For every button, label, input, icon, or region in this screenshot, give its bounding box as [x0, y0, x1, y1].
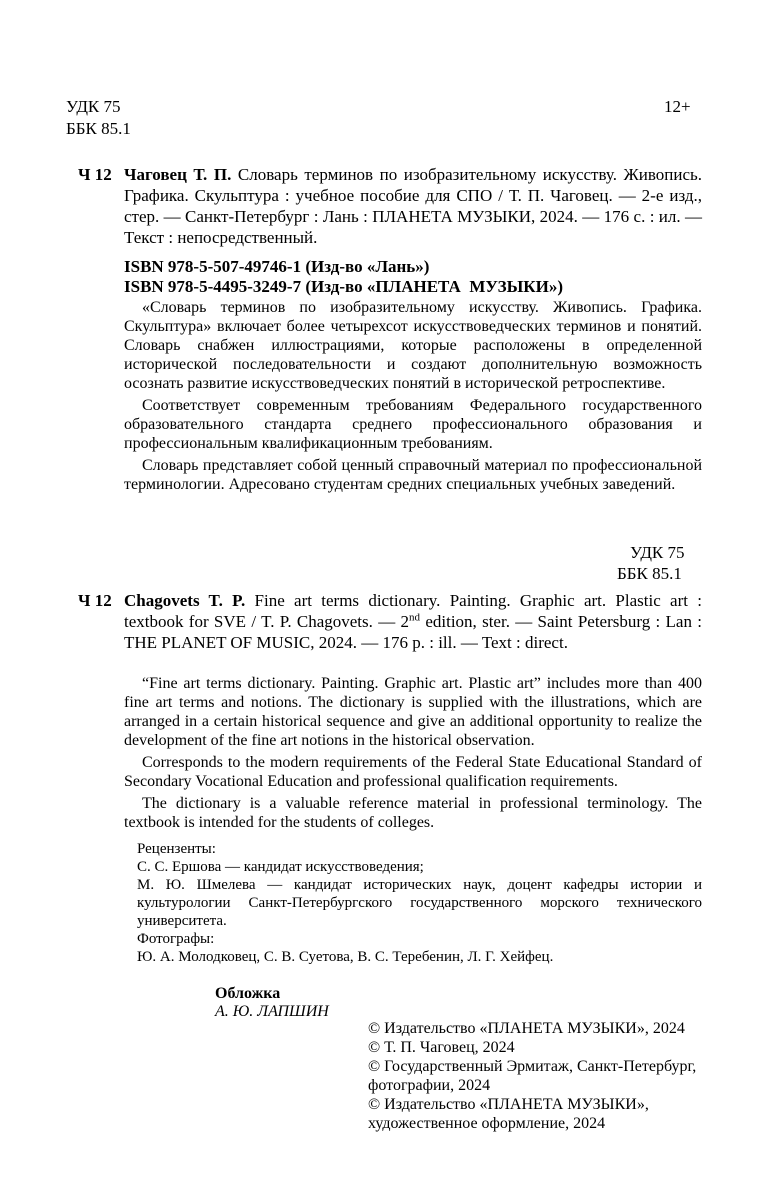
en-code: Ч 12 — [78, 591, 112, 610]
copyright-line-1: © Издательство «ПЛАНЕТА МУЗЫКИ», 2024 — [368, 1020, 685, 1037]
photographers: Ю. А. Молодковец, С. В. Суетова, В. С. Теребенин, Л. Г. Хейфец. — [137, 949, 554, 965]
en-annotation-p2: Corresponds to the modern requirements of the Federal State Educational Standard of Secondary Vocational Education and professional qualification requirements. — [124, 754, 702, 790]
age-rating: 12+ — [664, 97, 691, 116]
ru-annotation-p1: «Словарь терминов по изобразительному искусству. Живопись. Графика. Скульптура» включает более четырехсот искусствоведческих терминов и понятий. Словарь снабжен иллюстрациями, которые расположены в определенной исторической последовательности и создают дополнительную возможность осознать развитие искусствоведческих понятий в исторической ретроспективе. — [124, 299, 702, 392]
en-annotation-p3: The dictionary is a valuable reference material in professional terminology. The textbook is intended for the students of colleges. — [124, 795, 702, 831]
credits-block — [137, 840, 702, 966]
ru-annotation — [124, 298, 702, 494]
copyright-line-4: © Издательство «ПЛАНЕТА МУЗЫКИ», художественное оформление, 2024 — [368, 1096, 649, 1132]
en-title-b: edition, ster. — Saint Petersburg : Lan : THE PLANET OF MUSIC, 2024. — 176 p. : ill. — Text : direct. — [124, 612, 703, 652]
ru-isbn-2: ISBN 978-5-4495-3249-7 (Изд-во «ПЛАНЕТА МУЗЫКИ») — [124, 277, 563, 296]
ru-isbn-1: ISBN 978-5-507-49746-1 (Изд-во «Лань») — [124, 257, 430, 276]
en-title-sup: nd — [409, 611, 421, 624]
reviewer-2: М. Ю. Шмелева — кандидат исторических наук, доцент кафедры истории и культурологии Санкт-Петербургского государственного морского технического университета. — [137, 877, 702, 929]
mid-bbk: ББК 85.1 — [617, 564, 682, 583]
ru-annotation-p2: Соответствует современным требованиям Федерального государственного образовательного стандарта среднего профессионального образования и профессиональным квалификационным требованиям. — [124, 397, 702, 452]
en-author: Chagovets T. P. — [124, 591, 246, 610]
cover-label: Обложка — [215, 985, 281, 1002]
copyright-line-3: © Государственный Эрмитаж, Санкт-Петербург, фотографии, 2024 — [368, 1058, 697, 1094]
cover-artist: А. Ю. ЛАПШИН — [215, 1003, 329, 1020]
ru-title: Словарь терминов по изобразительному искусству. Живопись. Графика. Скульптура : учебное пособие для СПО / Т. П. Чаговец. — 2-е изд., стер. — Санкт-Петербург : Лань : ПЛАНЕТА МУЗЫКИ, 2024. — 176 с. : ил. — Текст : непосредственный. — [124, 165, 703, 247]
en-annotation-p1: “Fine art terms dictionary. Painting. Graphic art. Plastic art” includes more than 400 fine art terms and notions. The dictionary is supplied with the illustrations, which are arranged in a certain historical sequence and give an additional opportunity to realize the development of the fine art notions in the historical observation. — [124, 675, 702, 749]
ru-author: Чаговец Т. П. — [124, 165, 232, 184]
copyright-block — [368, 1019, 708, 1133]
reviewer-1: С. С. Ершова — кандидат искусствоведения; — [137, 859, 424, 875]
ru-annotation-p3: Словарь представляет собой ценный справочный материал по профессиональной терминологии. Адресовано студентам средних специальных учебных заведений. — [124, 457, 702, 493]
en-title-a: Fine art terms dictionary. Painting. Graphic art. Plastic art : textbook for SVE / T. P. Chagovets. — 2 — [124, 591, 702, 631]
copyright-line-2: © Т. П. Чаговец, 2024 — [368, 1039, 515, 1056]
photographers-label: Фотографы: — [137, 931, 215, 947]
ru-bibliographic-entry — [124, 164, 702, 248]
ru-code: Ч 12 — [78, 165, 112, 184]
reviewers-label: Рецензенты: — [137, 841, 216, 857]
en-bibliographic-entry — [124, 590, 702, 653]
top-udk: УДК 75 — [66, 97, 121, 116]
mid-udk: УДК 75 — [630, 543, 685, 562]
top-bbk: ББК 85.1 — [66, 119, 131, 138]
en-annotation — [124, 674, 702, 832]
